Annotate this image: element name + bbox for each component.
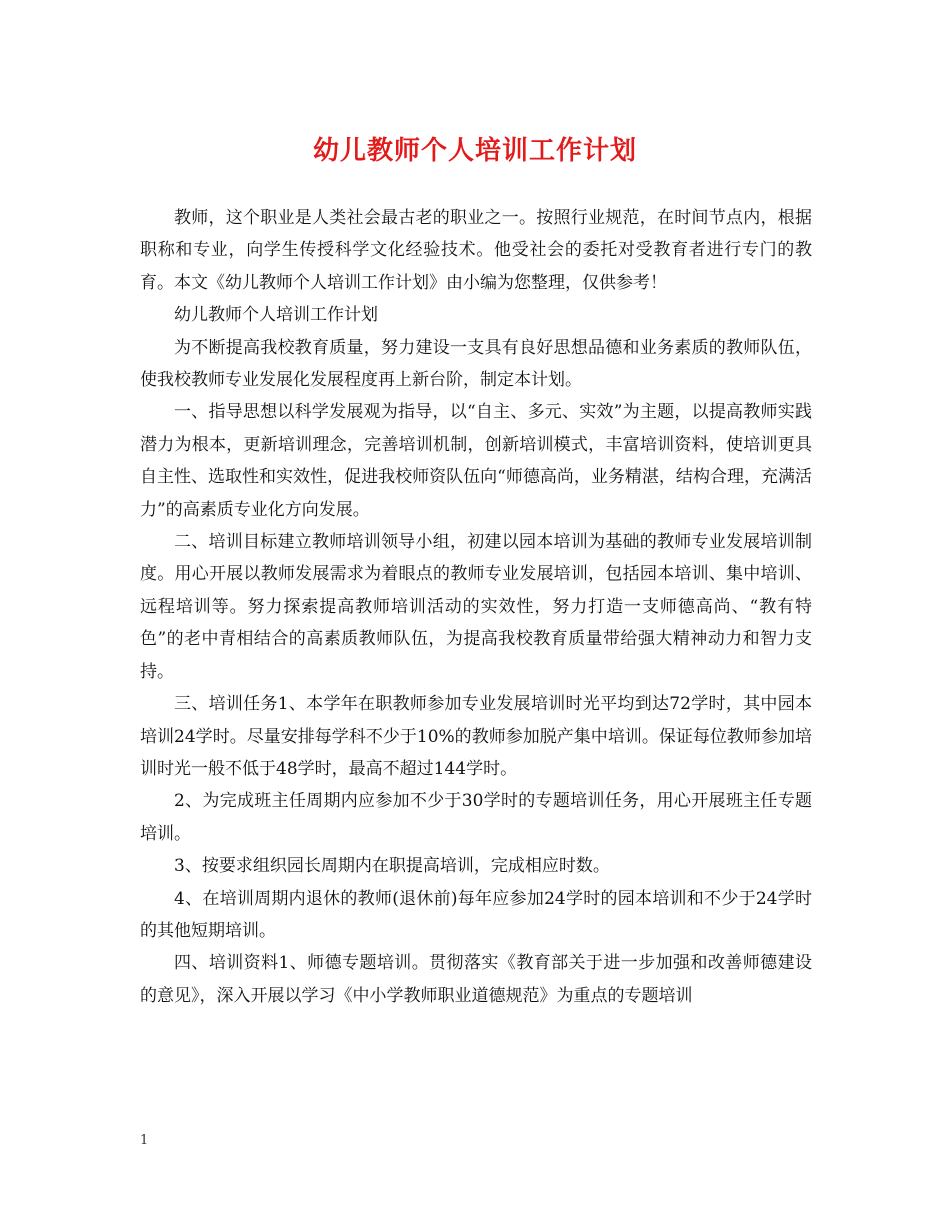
document-body: [140, 202, 812, 1012]
paragraph-training-tasks: 三、培训任务1、本学年在职教师参加专业发展培训时光平均到达72学时，其中园本培训24学时。尽量安排每学科不少于10%的教师参加脱产集中培训。保证每位教师参加培训时光一般不低于48学时，最高不超过144学时。: [140, 694, 812, 779]
paragraph-intro: 教师，这个职业是人类社会最古老的职业之一。按照行业规范，在时间节点内，根据职称和专业，向学生传授科学文化经验技术。他受社会的委托对受教育者进行专门的教育。本文《幼儿教师个人培训工作计划》由小编为您整理，仅供参考！: [140, 208, 812, 293]
paragraph-training-materials: 四、培训资料1、师德专题培训。贯彻落实《教育部关于进一步加强和改善师德建设的意见》，深入开展以学习《中小学教师职业道德规范》为重点的专题培训: [140, 953, 812, 1006]
paragraph-guiding-ideology: 一、指导思想以科学发展观为指导，以“自主、多元、实效”为主题，以提高教师实践潜力为根本，更新培训理念，完善培训机制，创新培训模式，丰富培训资料，使培训更具自主性、选取性和实效性，促进我校师资队伍向“师德高尚，业务精湛，结构合理，充满活力”的高素质专业化方向发展。: [140, 402, 812, 520]
paragraph-purpose: 为不断提高我校教育质量，努力建设一支具有良好思想品德和业务素质的教师队伍，使我校教师专业发展化发展程度再上新台阶，制定本计划。: [140, 337, 812, 391]
paragraph-task-4: 4、在培训周期内退休的教师(退休前)每年应参加24学时的园本培训和不少于24学时的其他短期培训。: [140, 888, 812, 941]
paragraph-task-3: 3、按要求组织园长周期内在职提高培训，完成相应时数。: [174, 856, 610, 877]
page-number: 1: [140, 1133, 149, 1148]
document-title: 幼儿教师个人培训工作计划: [312, 136, 637, 166]
paragraph-training-goals: 二、培训目标建立教师培训领导小组，初建以园本培训为基础的教师专业发展培训制度。用心开展以教师发展需求为着眼点的教师专业发展培训，包括园本培训、集中培训、远程培训等。努力探索提高教师培训活动的实效性，努力打造一支师德高尚、“教有特色”的老中青相结合的高素质教师队伍，为提高我校教育质量带给强大精神动力和智力支持。: [140, 532, 812, 682]
paragraph-task-2: 2、为完成班主任周期内应参加不少于30学时的专题培训任务，用心开展班主任专题培训。: [140, 791, 812, 844]
paragraph-subtitle: 幼儿教师个人培训工作计划: [174, 305, 378, 326]
